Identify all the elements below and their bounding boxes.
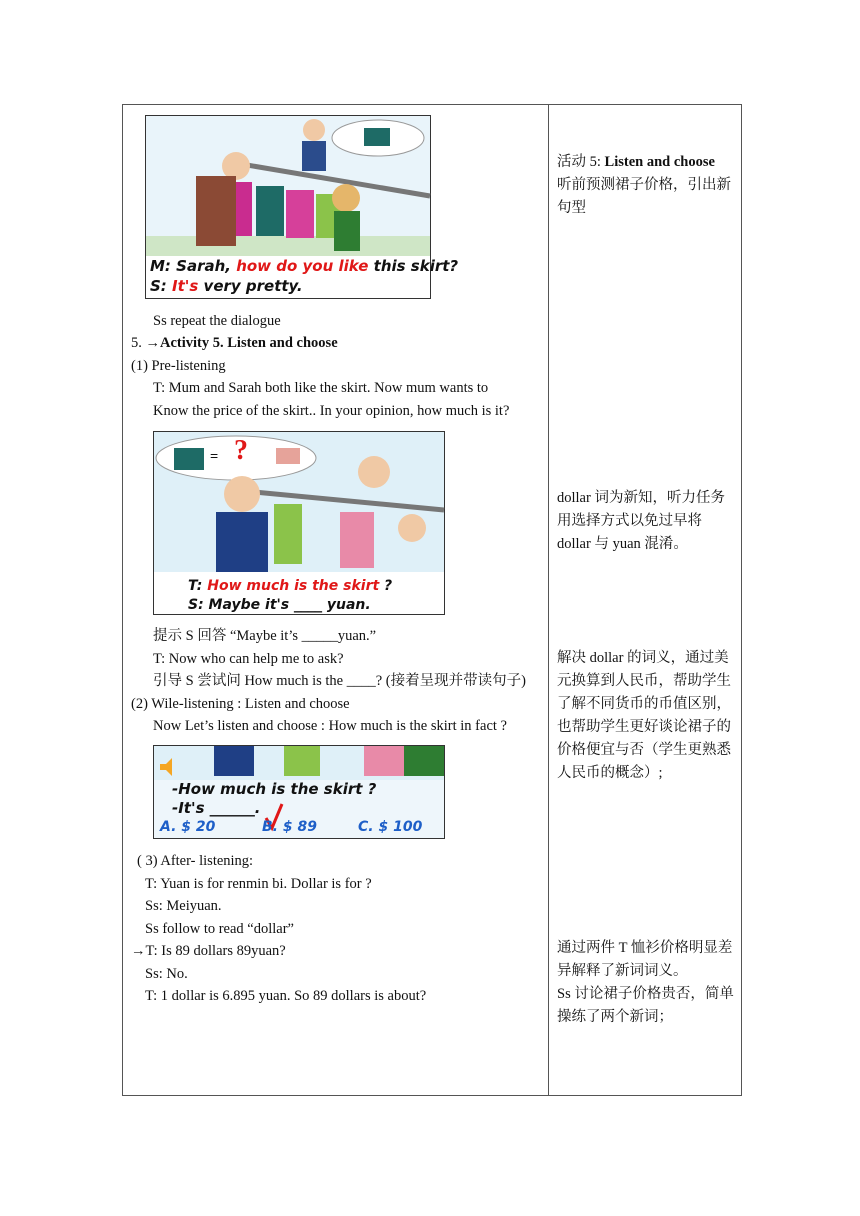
- column-divider: [548, 105, 549, 1095]
- right-note-activity: 活动 5: Listen and choose 听前预测裙子价格，引出新句型: [557, 154, 731, 216]
- left-line-15: →T: Is 89 dollars 89yuan?: [131, 943, 286, 959]
- left-line-14: Ss follow to read “dollar”: [145, 921, 294, 937]
- activity-heading: 5. →Activity 5. Listen and choose: [131, 335, 338, 351]
- left-line-4: T: Mum and Sarah both like the skirt. Now mum wants to: [153, 380, 489, 396]
- left-line-7: T: Now who can help me to ask?: [153, 651, 344, 667]
- lesson-table: [122, 104, 742, 1096]
- picture-listen-choose: [153, 745, 445, 839]
- left-line-3: (1) Pre-listening: [131, 358, 226, 374]
- right-note-dollar: dollar 词为新知，听力任务用选择方式以免过早将 dollar 与 yuan 混淆。: [557, 490, 725, 552]
- option-c: C. $ 100: [358, 819, 423, 835]
- listen-answer: -It's ______.: [172, 799, 261, 817]
- left-line-1: Ss repeat the dialogue: [153, 313, 281, 329]
- left-line-11: ( 3) After- listening:: [137, 853, 254, 869]
- right-note-meaning: 解决 dollar 的词义，通过美元换算到人民币，帮助学生了解不同货币的币值区别，也帮助学生更好谈论裙子的价格便宜与否（学生更熟悉人民币的概念）;: [557, 650, 731, 781]
- dialogue-line-1: M: Sarah, how do you like this skirt?: [150, 257, 459, 275]
- student-answer: S: Maybe it's ____ yuan.: [188, 597, 371, 613]
- listen-question: -How much is the skirt ?: [172, 780, 377, 798]
- picture-dialogue: [145, 115, 459, 299]
- teacher-question: T: How much is the skirt ?: [188, 578, 393, 594]
- left-line-13: Ss: Meiyuan.: [145, 898, 222, 914]
- left-line-8: 引导 S 尝试问 How much is the ____? (接着呈现并带读句子): [153, 673, 526, 689]
- equals-sign: =: [210, 449, 219, 465]
- dialogue-line-2: S: It's very pretty.: [150, 277, 303, 295]
- picture-price-guess: [153, 431, 445, 615]
- left-line-16: Ss: No.: [145, 966, 188, 982]
- left-line-9: (2) Wile-listening : Listen and choose: [131, 696, 350, 712]
- option-b: B. $ 89: [262, 819, 317, 835]
- left-line-17: T: 1 dollar is 6.895 yuan. So 89 dollars is about?: [145, 988, 427, 1004]
- left-line-10: Now Let’s listen and choose : How much is the skirt in fact ?: [153, 718, 507, 734]
- right-note-tshirt: 通过两件 T 恤衫价格明显差异解释了新词词义。: [557, 940, 733, 979]
- right-note-discuss: Ss 讨论裙子价格贵否，简单操练了两个新词；: [557, 986, 734, 1025]
- left-line-5: Know the price of the skirt.. In your opinion, how much is it?: [153, 403, 510, 419]
- question-mark: ?: [234, 435, 248, 466]
- left-line-12: T: Yuan is for renmin bi. Dollar is for ?: [145, 876, 372, 892]
- left-line-6: 提示 S 回答 “Maybe it’s _____yuan.”: [153, 628, 377, 644]
- option-a: A. $ 20: [160, 819, 216, 835]
